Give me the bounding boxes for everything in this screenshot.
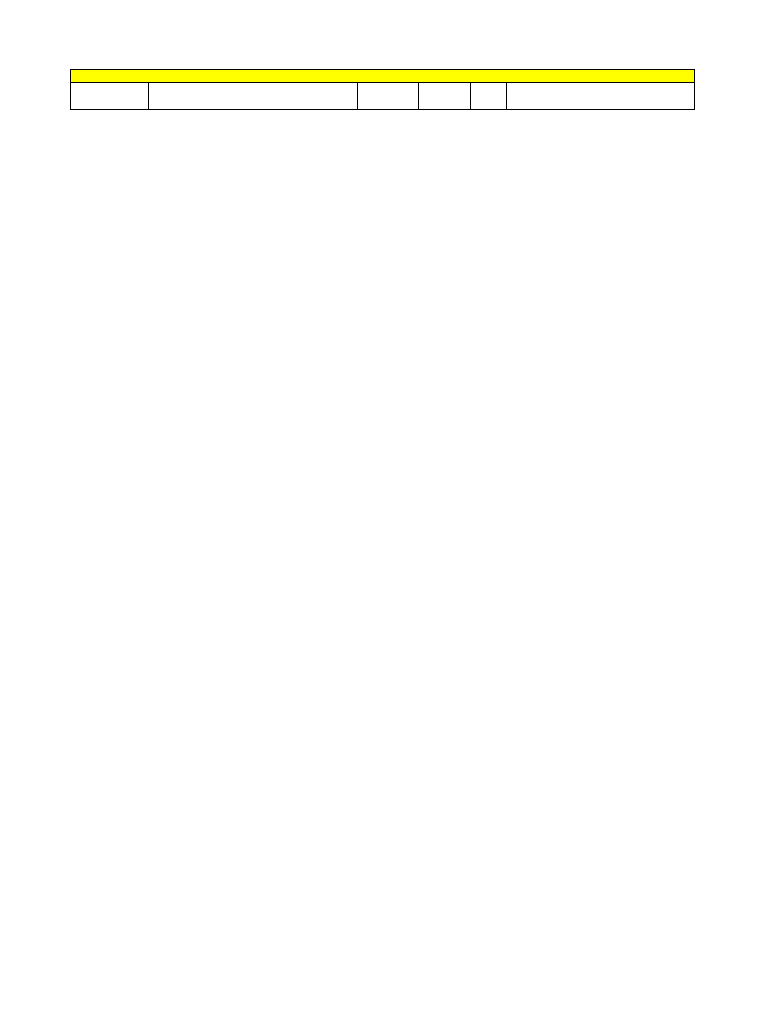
legend-row xyxy=(71,70,695,83)
header-lab-units xyxy=(419,83,471,110)
table-body xyxy=(71,70,695,110)
header-total-units xyxy=(471,83,507,110)
header-description xyxy=(149,83,358,110)
header-lec-units xyxy=(358,83,419,110)
header-code xyxy=(71,83,149,110)
column-header-row xyxy=(71,83,695,110)
header-prerequisite xyxy=(507,83,695,110)
legend-label xyxy=(71,70,695,83)
curriculum-table-page1 xyxy=(70,69,695,110)
